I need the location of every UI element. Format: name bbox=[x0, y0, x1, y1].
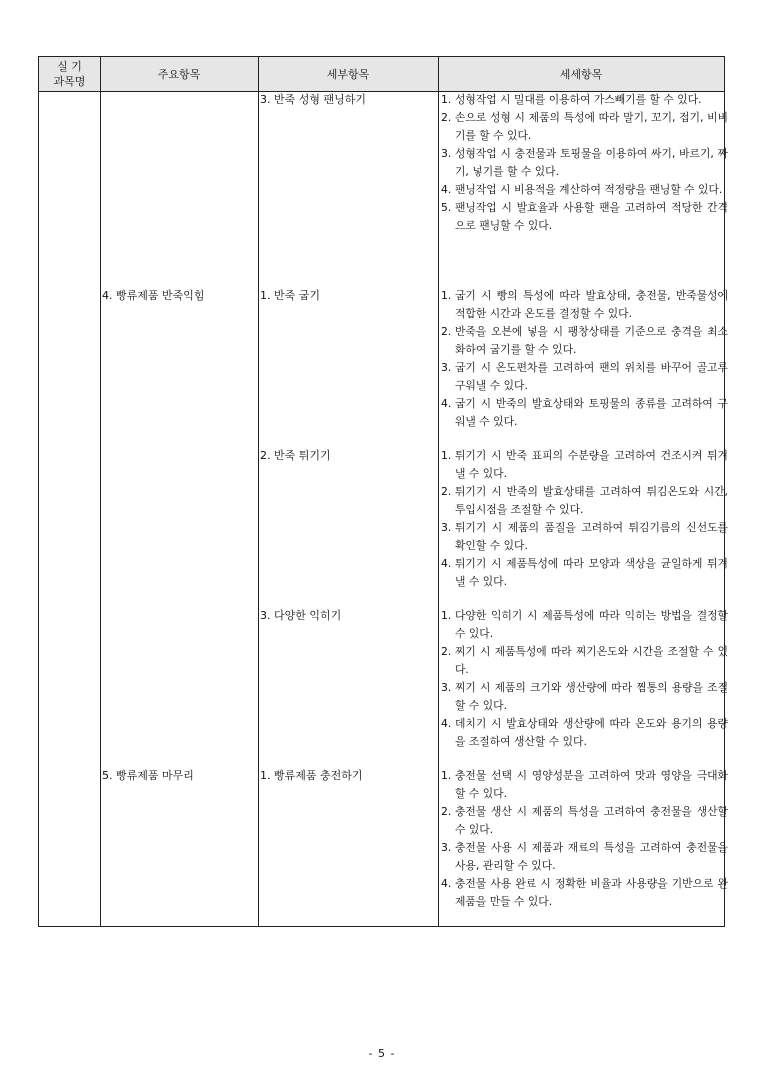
list-item: 3. 찌기 시 제품의 크기와 생산량에 따라 찜통의 용량을 조절할 수 있다. bbox=[441, 681, 728, 712]
list-item: 4. 팬닝작업 시 비용적을 계산하여 적정량을 팬닝할 수 있다. bbox=[441, 183, 723, 196]
list-item: 3. 튀기기 시 제품의 품질을 고려하여 튀김기름의 신선도를 확인할 수 있다. bbox=[441, 521, 728, 552]
header-subject-label: 실 기 과목명 bbox=[53, 60, 86, 88]
list-item: 3. 성형작업 시 충전물과 토핑물을 이용하여 싸기, 바르기, 짜기, 넣기를 할 수 있다. bbox=[441, 147, 728, 178]
detail-list bbox=[441, 91, 728, 235]
syllabus-table bbox=[38, 56, 728, 927]
list-item: 3. 충전물 사용 시 제품과 재료의 특성을 고려하여 충전물을 사용, 관리할 수 있다. bbox=[441, 841, 728, 872]
header-detail-item: 세세항목 bbox=[559, 67, 603, 81]
list-item: 4. 굽기 시 반죽의 발효상태와 토핑물의 종류를 고려하여 구워낼 수 있다. bbox=[441, 397, 728, 428]
list-item: 2. 찌기 시 제품특성에 따라 찌기온도와 시간을 조절할 수 있다. bbox=[441, 645, 728, 676]
sub-item: 1. 반죽 굽기 bbox=[260, 289, 320, 302]
column-divider bbox=[438, 57, 439, 926]
list-item: 2. 손으로 성형 시 제품의 특성에 따라 말기, 꼬기, 접기, 비비기를 할 수 있다. bbox=[441, 111, 728, 142]
main-item: 5. 빵류제품 마무리 bbox=[102, 769, 194, 782]
list-item: 4. 충전물 사용 완료 시 정확한 비율과 사용량을 기반으로 완제품을 만들 수 있다. bbox=[441, 877, 728, 908]
table-header bbox=[39, 57, 724, 92]
column-divider bbox=[258, 57, 259, 926]
sub-item: 2. 반죽 튀기기 bbox=[260, 449, 331, 462]
list-item: 1. 튀기기 시 반죽 표피의 수분량을 고려하여 건조시켜 튀겨낼 수 있다. bbox=[441, 449, 728, 480]
list-item: 2. 반죽을 오븐에 넣을 시 팽창상태를 기준으로 충격을 최소화하여 굽기를 할 수 있다. bbox=[441, 325, 728, 356]
page-number: - 5 - bbox=[368, 1047, 396, 1060]
list-item: 2. 충전물 생산 시 제품의 특성을 고려하여 충전물을 생산할 수 있다. bbox=[441, 805, 728, 836]
sub-item: 1. 빵류제품 충전하기 bbox=[260, 769, 363, 782]
header-subject bbox=[39, 57, 100, 91]
detail-list bbox=[441, 287, 728, 431]
header-main-item: 주요항목 bbox=[157, 67, 201, 81]
detail-list bbox=[441, 767, 728, 911]
list-item: 4. 데치기 시 발효상태와 생산량에 따라 온도와 용기의 용량을 조절하여 생산할 수 있다. bbox=[441, 717, 728, 748]
list-item: 4. 튀기기 시 제품특성에 따라 모양과 색상을 균일하게 튀겨낼 수 있다. bbox=[441, 557, 728, 588]
list-item: 2. 튀기기 시 반죽의 발효상태를 고려하여 튀김온도와 시간, 투입시점을 조절할 수 있다. bbox=[441, 485, 728, 516]
sub-item: 3. 다양한 익히기 bbox=[260, 609, 342, 622]
header-sub-item: 세부항목 bbox=[326, 67, 370, 81]
list-item: 3. 굽기 시 온도편차를 고려하여 팬의 위치를 바꾸어 골고루 구워낼 수 있다. bbox=[441, 361, 728, 392]
column-divider bbox=[100, 57, 101, 926]
list-item: 1. 굽기 시 빵의 특성에 따라 발효상태, 충전물, 반죽물성에 적합한 시간과 온도를 결정할 수 있다. bbox=[441, 289, 728, 320]
list-item: 1. 성형작업 시 밀대를 이용하여 가스빼기를 할 수 있다. bbox=[441, 93, 702, 106]
detail-list bbox=[441, 607, 728, 751]
main-item: 4. 빵류제품 반죽익힘 bbox=[102, 289, 205, 302]
sub-item: 3. 반죽 성형 팬닝하기 bbox=[260, 93, 366, 106]
detail-list bbox=[441, 447, 728, 591]
list-item: 5. 팬닝작업 시 발효율과 사용할 팬을 고려하여 적당한 간격으로 팬닝할 수 있다. bbox=[441, 201, 728, 232]
list-item: 1. 충전물 선택 시 영양성분을 고려하여 맛과 영양을 극대화 할 수 있다. bbox=[441, 769, 728, 800]
list-item: 1. 다양한 익히기 시 제품특성에 따라 익히는 방법을 결정할 수 있다. bbox=[441, 609, 728, 640]
